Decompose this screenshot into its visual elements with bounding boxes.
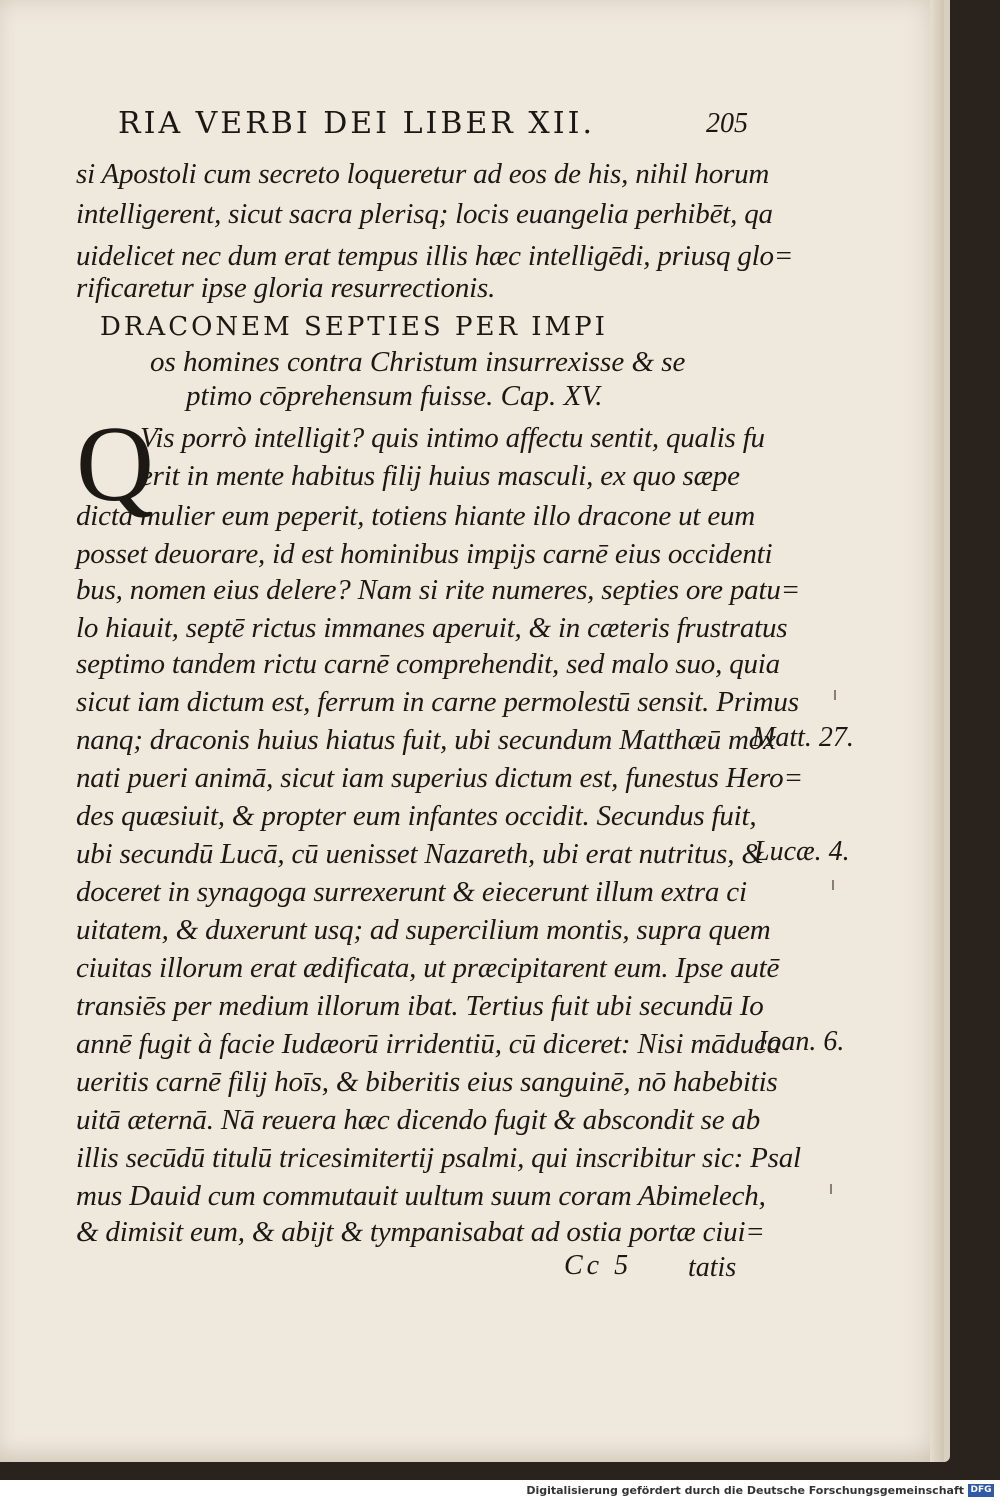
text-line: ubi secundū Lucā, cū uenisset Nazareth, ubi erat nutritus, & — [76, 838, 764, 870]
text-line: uidelicet nec dum erat tempus illis hæc intelligēdi, priusq glo= — [76, 240, 794, 272]
text-line: ueritis carnē filij hoīs, & biberitis eius sanguinē, nō habebitis — [76, 1066, 778, 1098]
text-line: nanq; draconis huius hiatus fuit, ubi secundum Matthæū mox — [76, 724, 776, 756]
margin-note-matthew: Matt. 27. — [752, 722, 854, 753]
text-line: & dimisit eum, & abijt & tympanisabat ad ostia portæ ciui= — [76, 1216, 765, 1248]
text-line: transiēs per medium illorum ibat. Tertius fuit ubi secundū Io — [76, 990, 764, 1022]
text-line: sicut iam dictum est, ferrum in carne permolestū sensit. Primus — [76, 686, 799, 718]
catchword: tatis — [688, 1252, 737, 1283]
text-line: erit in mente habitus filij huius masculi, ex quo sæpe — [140, 460, 740, 492]
text-line: nati pueri animā, sicut iam superius dictum est, funestus Hero= — [76, 762, 803, 794]
dfg-logo-icon: DFG — [968, 1484, 994, 1497]
text-line: des quæsiuit, & propter eum infantes occidit. Secundus fuit, — [76, 800, 757, 832]
text-line: annē fugit à facie Iudæorū irridentiū, cū diceret: Nisi māduca — [76, 1028, 781, 1060]
text-line: mus Dauid cum commutauit uultum suum coram Abimelech, — [76, 1180, 766, 1212]
drop-cap-initial: Q — [76, 405, 154, 524]
text-line: illis secūdū titulū tricesimitertij psalmi, qui inscribitur sic: Psal — [76, 1142, 801, 1174]
text-line: Vis porrò intelligit? quis intimo affectu sentit, qualis fu — [140, 422, 765, 454]
running-head: RIA VERBI DEI LIBER XII. — [118, 106, 595, 141]
text-line: rificaretur ipse gloria resurrectionis. — [76, 272, 496, 304]
margin-note-luke: Lucæ. 4. — [754, 836, 850, 867]
signature-mark: Cc 5 — [564, 1250, 633, 1281]
text-line: bus, nomen eius delere? Nam si rite numeres, septies ore patu= — [76, 574, 801, 606]
text-line: ciuitas illorum erat ædificata, ut præcipitarent eum. Ipse autē — [76, 952, 780, 984]
text-line: uitatem, & duxerunt usq; ad supercilium montis, supra quem — [76, 914, 771, 946]
text-line: posset deuorare, id est hominibus impijs carnē eius occidenti — [76, 538, 773, 570]
page-edge — [930, 0, 944, 1462]
text-line: intelligerent, sicut sacra plerisq; locis euangelia perhibēt, qa — [76, 198, 773, 230]
chapter-heading-line-2: os homines contra Christum insurrexisse & se — [150, 346, 686, 378]
text-line: si Apostoli cum secreto loqueretur ad eos de his, nihil horum — [76, 158, 770, 190]
text-line: septimo tandem rictu carnē comprehendit, sed malo suo, quia — [76, 648, 780, 680]
text-line: dicta mulier eum peperit, totiens hiante illo dracone ut eum — [76, 500, 756, 532]
footer-credit: Digitalisierung gefördert durch die Deutsche Forschungsgemeinschaft — [526, 1484, 964, 1497]
chapter-heading-line-3: ptimo cōprehensum fuisse. Cap. XV. — [186, 380, 603, 412]
text-line: lo hiauit, septē rictus immanes aperuit, & in cæteris frustratus — [76, 612, 788, 644]
margin-mark — [830, 1184, 832, 1194]
text-line: uitā æternā. Nā reuera hæc dicendo fugit & abscondit se ab — [76, 1104, 761, 1136]
margin-note-john: Ioan. 6. — [758, 1026, 845, 1057]
text-line: doceret in synagoga surrexerunt & eiecerunt illum extra ci — [76, 876, 747, 908]
chapter-heading-line-1: DRACONEM SEPTIES PER IMPI — [100, 312, 608, 342]
margin-mark — [832, 880, 834, 890]
margin-mark — [834, 690, 836, 700]
folio-number: 205 — [706, 108, 748, 139]
